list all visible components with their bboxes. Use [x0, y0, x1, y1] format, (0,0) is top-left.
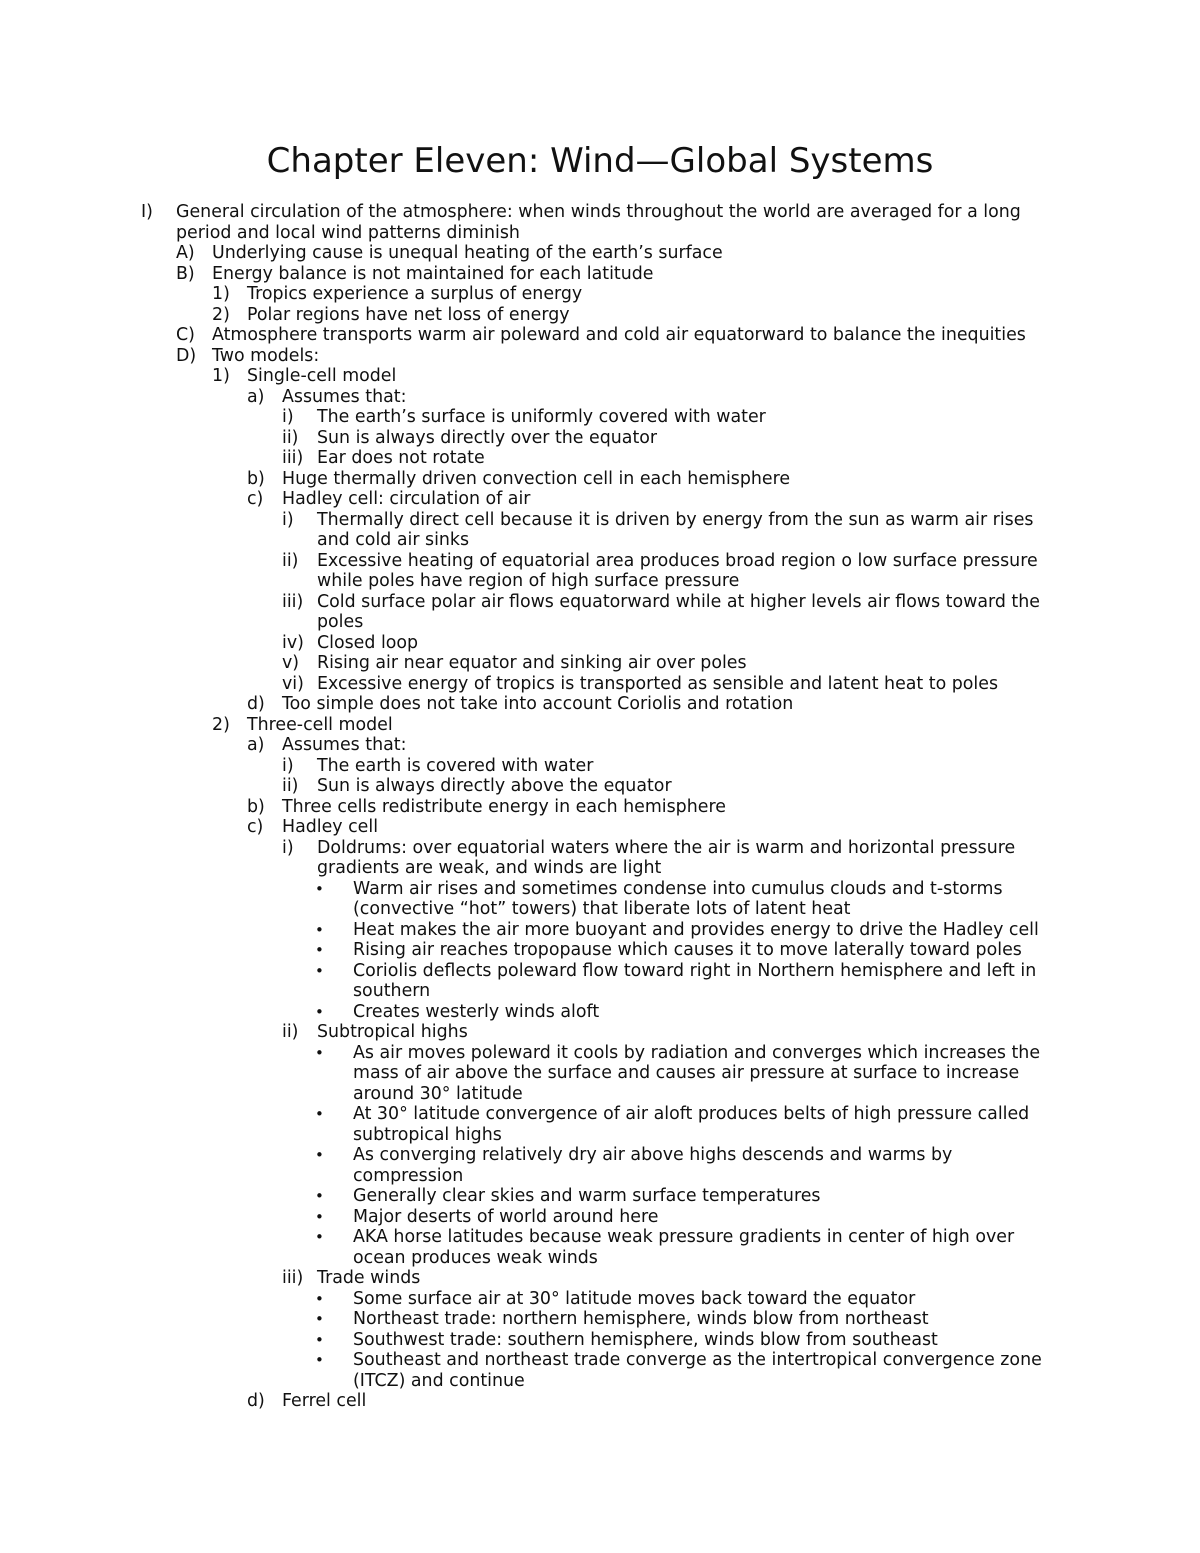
outline-text [282, 469, 1200, 490]
text-line: Generally clear skies and warm surface temperatures [353, 1186, 821, 1206]
outline-text [353, 1002, 1200, 1023]
outline-text [282, 735, 1200, 756]
bullet-item [0, 940, 1200, 961]
outline-text [176, 202, 1200, 243]
outline-item [0, 592, 1200, 633]
text-line: Closed loop [317, 632, 419, 653]
outline-text [317, 428, 1200, 449]
bullet-marker: • [315, 1351, 324, 1369]
text-line: Excessive heating of equatorial area produces broad region o low surface pressure [317, 550, 1038, 571]
outline-text [282, 387, 1200, 408]
outline-item [0, 264, 1200, 285]
text-line: Thermally direct cell because it is driven by energy from the sun as warm air rises [317, 509, 1034, 530]
bullet-marker: • [315, 1330, 324, 1349]
outline-item [0, 551, 1200, 592]
outline-marker: C) [176, 325, 195, 345]
text-line: Assumes that: [282, 386, 407, 407]
text-line: and cold air sinks [317, 530, 470, 550]
outline-text [317, 448, 1200, 469]
outline-text [247, 284, 1200, 305]
bullet-item [0, 1309, 1200, 1330]
outline-text [282, 797, 1200, 818]
text-line: ocean produces weak winds [353, 1247, 598, 1268]
outline-text [353, 961, 1200, 1002]
bullet-marker: • [315, 1289, 324, 1308]
outline-item [0, 694, 1200, 715]
text-line: mass of air above the surface and causes air pressure at surface to increase [353, 1063, 1020, 1083]
bullet-marker: • [315, 1310, 324, 1328]
outline-text [353, 940, 1200, 961]
bullet-marker: • [315, 1043, 324, 1062]
outline-item [0, 776, 1200, 797]
bullet-item [0, 1289, 1200, 1310]
text-line: Coriolis deflects poleward flow toward right in Northern hemisphere and left in [353, 960, 1037, 981]
outline-text [317, 838, 1200, 879]
outline-item [0, 510, 1200, 551]
text-line: Sun is always directly over the equator [317, 427, 658, 448]
outline-marker: d) [247, 694, 265, 714]
bullet-marker: • [315, 1207, 324, 1226]
text-line: Ear does not rotate [317, 448, 485, 468]
outline-marker: 1) [212, 366, 230, 386]
text-line: (convective “hot” towers) that liberate lots of latent heat [353, 899, 851, 919]
outline-item [0, 756, 1200, 777]
bullet-item [0, 1145, 1200, 1186]
outline-marker: iii) [282, 1268, 304, 1288]
outline-marker: i) [282, 837, 294, 858]
outline-marker: 1) [212, 284, 230, 304]
outline-text [353, 1227, 1200, 1268]
outline-text [353, 1186, 1200, 1207]
text-line: gradients are weak, and winds are light [317, 858, 662, 878]
outline-text [353, 1043, 1200, 1105]
outline-text [212, 325, 1200, 346]
outline-text [353, 920, 1200, 941]
outline-marker: b) [247, 468, 265, 489]
outline-text [353, 1104, 1200, 1145]
outline-text [353, 879, 1200, 920]
outline-text [317, 510, 1200, 551]
text-line: Cold surface polar air flows equatorward while at higher levels air flows toward the [317, 591, 1040, 612]
text-line: Southeast and northeast trade converge as the intertropical convergence zone [353, 1350, 1042, 1370]
outline-item [0, 817, 1200, 838]
text-line: Ferrel cell [282, 1391, 367, 1411]
outline-marker: iv) [282, 632, 304, 653]
text-line: Underlying cause is unequal heating of the earth’s surface [212, 243, 723, 263]
outline-text [317, 776, 1200, 797]
outline-marker: ii) [282, 550, 299, 571]
text-line: Atmosphere transports warm air poleward and cold air equatorward to balance the inequities [212, 325, 1026, 345]
text-line: southern [353, 981, 431, 1001]
text-line: Three-cell model [247, 714, 393, 735]
text-line: Tropics experience a surplus of energy [247, 284, 583, 304]
text-line: subtropical highs [353, 1124, 502, 1145]
outline-item [0, 243, 1200, 264]
outline-marker: c) [247, 489, 264, 509]
outline-item [0, 1268, 1200, 1289]
outline-item [0, 797, 1200, 818]
text-line: Excessive energy of tropics is transported as sensible and latent heat to poles [317, 673, 999, 694]
outline-item [0, 407, 1200, 428]
text-line: Trade winds [317, 1268, 421, 1288]
outline-marker: d) [247, 1391, 265, 1411]
text-line: Sun is always directly above the equator [317, 776, 672, 796]
outline-marker: a) [247, 386, 265, 407]
text-line: Assumes that: [282, 735, 407, 755]
outline-marker: v) [282, 653, 300, 673]
outline-text [247, 366, 1200, 387]
bullet-marker: • [315, 1105, 324, 1123]
text-line: poles [317, 612, 364, 632]
text-line: compression [353, 1165, 464, 1186]
outline-text [353, 1330, 1200, 1351]
bullet-marker: • [315, 941, 324, 959]
bullet-marker: • [315, 1187, 324, 1205]
text-line: AKA horse latitudes because weak pressure gradients in center of high over [353, 1227, 1015, 1247]
outline-item [0, 305, 1200, 326]
text-line: At 30° latitude convergence of air aloft produces belts of high pressure called [353, 1104, 1030, 1124]
outline-text [317, 551, 1200, 592]
text-line: Northeast trade: northern hemisphere, winds blow from northeast [353, 1309, 929, 1329]
text-line: Three cells redistribute energy in each hemisphere [282, 796, 726, 817]
text-line: Subtropical highs [317, 1022, 468, 1042]
outline-item [0, 325, 1200, 346]
bullet-item [0, 879, 1200, 920]
outline-text [317, 756, 1200, 777]
text-line: As converging relatively dry air above highs descends and warms by [353, 1145, 953, 1165]
text-line: Southwest trade: southern hemisphere, winds blow from southeast [353, 1329, 938, 1350]
outline-marker: 2) [212, 304, 230, 325]
outline-text [212, 264, 1200, 285]
outline-item [0, 366, 1200, 387]
outline-text [212, 346, 1200, 367]
outline-item [0, 633, 1200, 654]
outline-marker: vi) [282, 673, 304, 694]
outline-item [0, 715, 1200, 736]
bullet-item [0, 1330, 1200, 1351]
text-line: (ITCZ) and continue [353, 1370, 525, 1391]
outline-marker: b) [247, 796, 265, 817]
bullet-item [0, 1350, 1200, 1391]
outline-text [317, 407, 1200, 428]
text-line: Polar regions have net loss of energy [247, 304, 570, 325]
outline-marker: B) [176, 263, 195, 284]
outline-marker: iii) [282, 448, 304, 468]
bullet-item [0, 1186, 1200, 1207]
text-line: Hadley cell: circulation of air [282, 489, 531, 509]
outline-text [282, 817, 1200, 838]
outline-marker: ii) [282, 1022, 299, 1042]
text-line: Hadley cell [282, 817, 379, 837]
outline-text [282, 1391, 1200, 1412]
outline-text [353, 1289, 1200, 1310]
text-line: Some surface air at 30° latitude moves back toward the equator [353, 1288, 916, 1309]
outline-marker: 2) [212, 714, 230, 735]
text-line: Energy balance is not maintained for each latitude [212, 263, 654, 284]
text-line: Two models: [212, 345, 320, 366]
bullet-item [0, 961, 1200, 1002]
text-line: while poles have region of high surface pressure [317, 571, 740, 591]
outline-text [353, 1350, 1200, 1391]
text-line: Warm air rises and sometimes condense into cumulus clouds and t-storms [353, 878, 1003, 899]
text-line: As air moves poleward it cools by radiation and converges which increases the [353, 1042, 1041, 1063]
outline-item [0, 653, 1200, 674]
outline-item [0, 346, 1200, 367]
outline-marker: I) [141, 202, 153, 222]
outline-marker: c) [247, 817, 264, 837]
outline-text [282, 489, 1200, 510]
outline-item [0, 428, 1200, 449]
outline-text [317, 1022, 1200, 1043]
outline-marker: ii) [282, 427, 299, 448]
outline-text [317, 653, 1200, 674]
outline-item [0, 489, 1200, 510]
bullet-marker: • [315, 961, 324, 980]
outline-item [0, 448, 1200, 469]
text-line: Rising air near equator and sinking air over poles [317, 653, 747, 673]
bullet-marker: • [315, 1228, 324, 1246]
outline-item [0, 469, 1200, 490]
outline-item [0, 838, 1200, 879]
bullet-item [0, 1227, 1200, 1268]
bullet-marker: • [315, 920, 324, 939]
text-line: Major deserts of world around here [353, 1206, 659, 1227]
outline-text [247, 305, 1200, 326]
bullet-marker: • [315, 1146, 324, 1164]
outline-text [317, 633, 1200, 654]
text-line: Rising air reaches tropopause which causes it to move laterally toward poles [353, 940, 1022, 960]
outline-marker: i) [282, 755, 294, 776]
outline-item [0, 202, 1200, 243]
outline-text [317, 1268, 1200, 1289]
bullet-item [0, 1104, 1200, 1145]
outline-item [0, 1391, 1200, 1412]
outline-marker: iii) [282, 591, 304, 612]
bullet-item [0, 1043, 1200, 1105]
text-line: Doldrums: over equatorial waters where the air is warm and horizontal pressure [317, 837, 1016, 858]
outline-marker: i) [282, 407, 294, 427]
text-line: period and local wind patterns diminish [176, 222, 520, 243]
bullet-item [0, 1002, 1200, 1023]
outline-text [247, 715, 1200, 736]
outline-marker: a) [247, 735, 265, 755]
bullet-marker: • [315, 1002, 324, 1021]
text-line: General circulation of the atmosphere: when winds throughout the world are averaged for a long [176, 202, 1021, 222]
outline-item [0, 387, 1200, 408]
text-line: Huge thermally driven convection cell in each hemisphere [282, 468, 791, 489]
text-line: around 30° latitude [353, 1083, 523, 1104]
outline-text [353, 1207, 1200, 1228]
bullet-marker: • [315, 879, 324, 898]
text-line: Creates westerly winds aloft [353, 1001, 600, 1022]
outline-marker: i) [282, 509, 294, 530]
outline-item [0, 674, 1200, 695]
outline-text [282, 694, 1200, 715]
text-line: Single-cell model [247, 366, 397, 386]
outline-marker: A) [176, 243, 195, 263]
outline-text [317, 592, 1200, 633]
page-title: Chapter Eleven: Wind—Global Systems [266, 141, 934, 181]
outline-item [0, 1022, 1200, 1043]
text-line: Too simple does not take into account Coriolis and rotation [282, 694, 794, 714]
outline-item [0, 735, 1200, 756]
bullet-item [0, 920, 1200, 941]
outline-marker: D) [176, 345, 197, 366]
outline-text [353, 1309, 1200, 1330]
text-line: The earth is covered with water [317, 755, 594, 776]
outline-list [0, 202, 1200, 1412]
outline-text [317, 674, 1200, 695]
text-line: The earth’s surface is uniformly covered with water [317, 407, 766, 427]
outline-item [0, 284, 1200, 305]
bullet-item [0, 1207, 1200, 1228]
text-line: Heat makes the air more buoyant and provides energy to drive the Hadley cell [353, 919, 1039, 940]
outline-text [212, 243, 1200, 264]
outline-text [353, 1145, 1200, 1186]
outline-marker: ii) [282, 776, 299, 796]
